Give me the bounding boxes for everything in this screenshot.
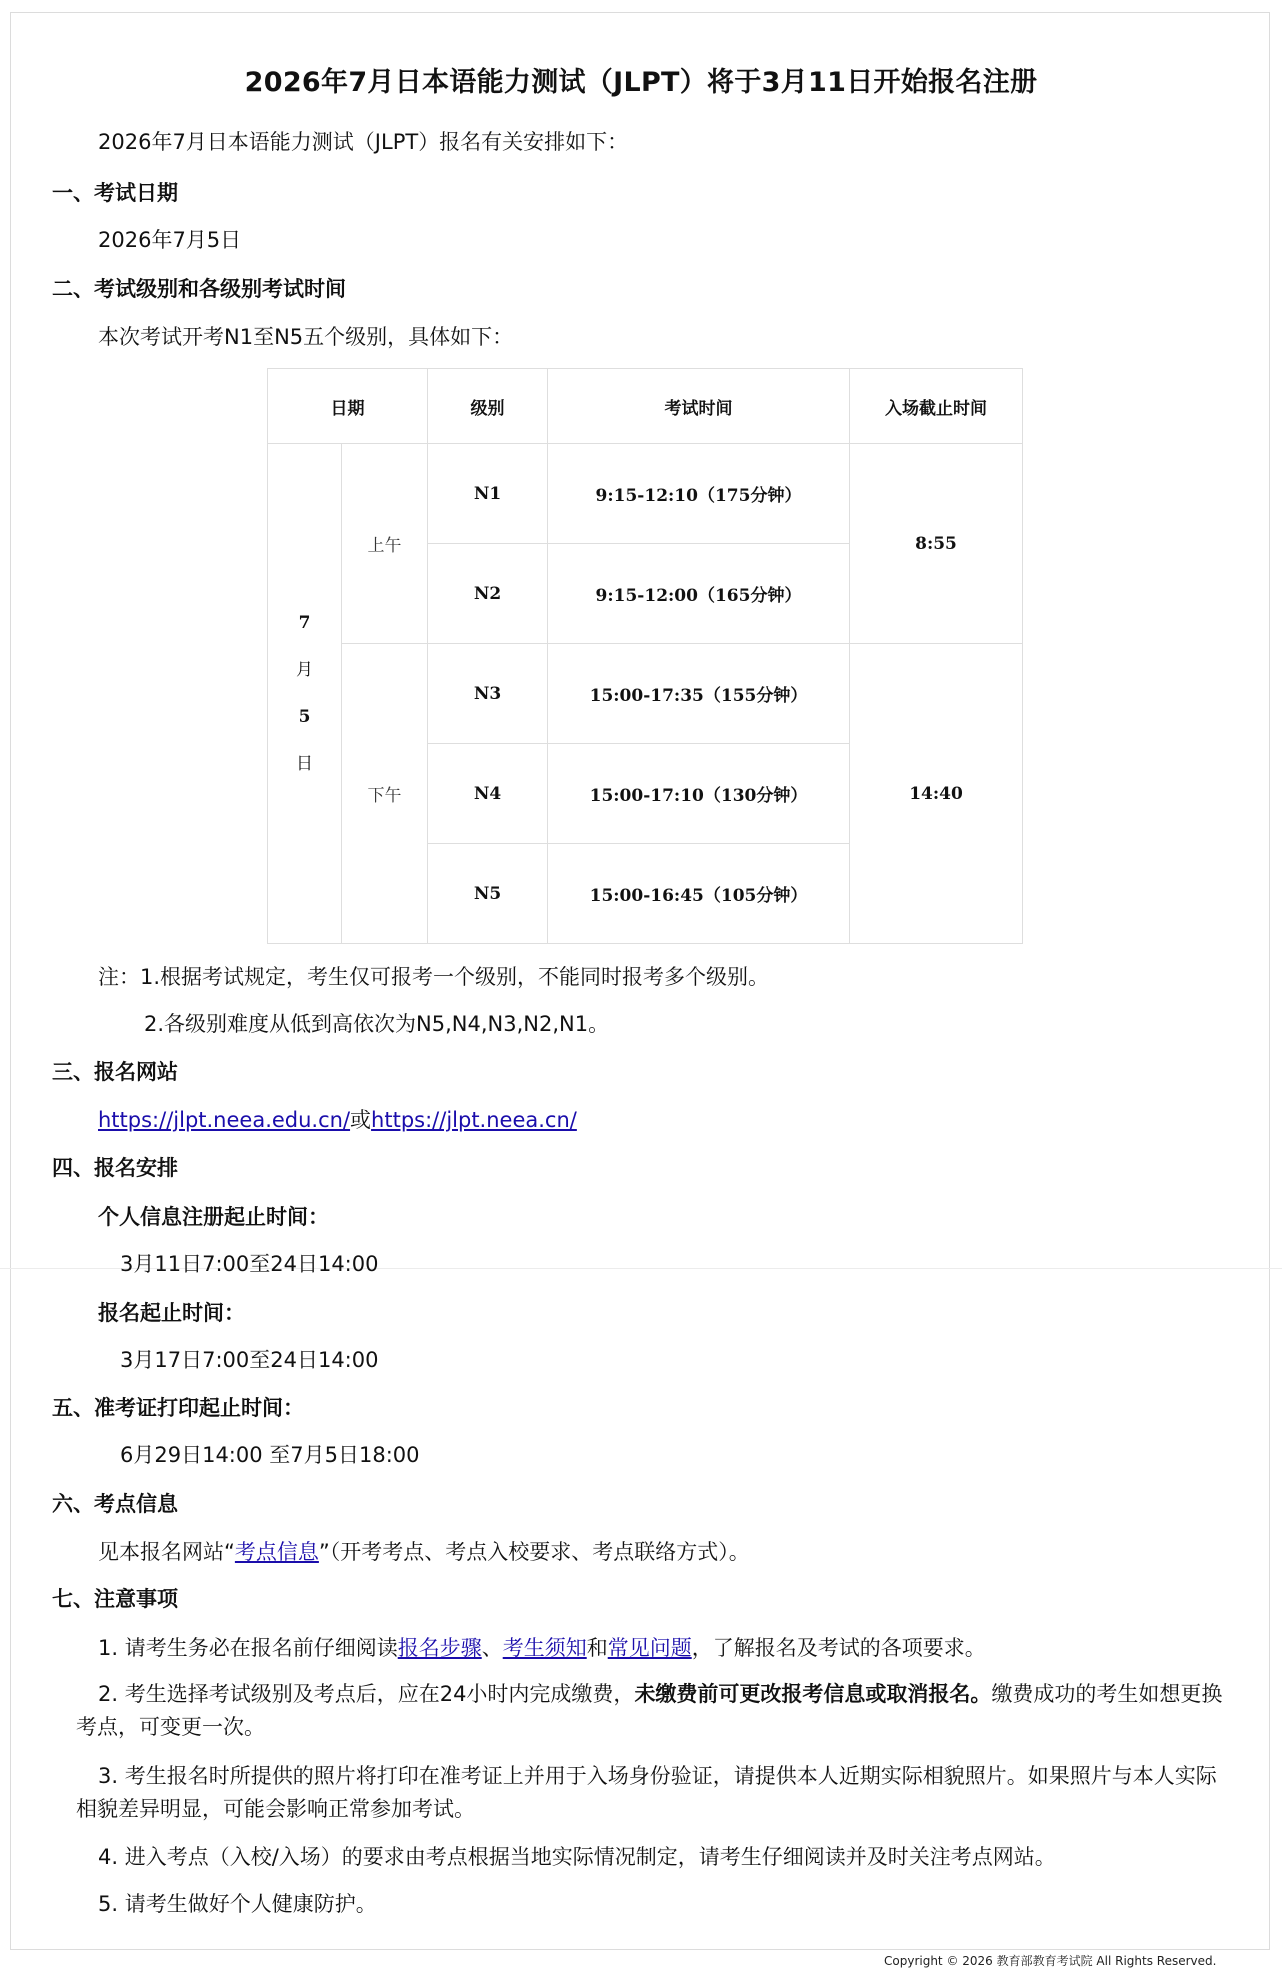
section-1-heading: 一、考试日期: [52, 181, 178, 205]
session-afternoon: 下午: [342, 644, 428, 944]
date-char: 月: [296, 659, 313, 680]
session-morning: 上午: [342, 444, 428, 644]
registration-links: [98, 1106, 577, 1134]
notice-1-pre: 1. 请考生务必在报名前仔细阅读: [98, 1636, 398, 1660]
registration-steps-link[interactable]: 报名步骤: [397, 1636, 482, 1660]
section-3-heading: 三、报名网站: [52, 1060, 178, 1084]
copyright-footer: Copyright © 2026 教育部教育考试院 All Rights Reserved.: [884, 1954, 1217, 1968]
level-cell: N3: [428, 644, 548, 744]
cutoff-afternoon: 14:40: [850, 644, 1023, 944]
test-center-pre: 见本报名网站“: [98, 1540, 235, 1564]
registration-link-primary[interactable]: https://jlpt.neea.edu.cn/: [98, 1108, 351, 1132]
notice-1-sep: 、: [481, 1636, 503, 1660]
notice-item-2: [76, 1678, 1236, 1744]
table-row: [268, 644, 1023, 744]
level-cell: N2: [428, 544, 548, 644]
registration-link-secondary[interactable]: https://jlpt.neea.cn/: [371, 1108, 577, 1132]
time-cell: 15:00-17:35（155分钟）: [548, 644, 850, 744]
registration-period-label: 报名起止时间：: [98, 1301, 245, 1325]
notice-1-post: ，了解报名及考试的各项要求。: [691, 1636, 986, 1660]
note-2: 2.各级别难度从低到高依次为N5,N4,N3,N2,N1。: [144, 1012, 610, 1036]
section-4-heading: 四、报名安排: [52, 1156, 178, 1180]
notice-2-pre: 2. 考生选择考试级别及考点后，应在24小时内完成缴费，: [98, 1682, 635, 1706]
test-center-post: ”（开考考点、考点入校要求、考点联络方式）。: [318, 1540, 750, 1564]
date-cell: [268, 444, 342, 944]
notice-item-1: [98, 1634, 986, 1662]
level-cell: N1: [428, 444, 548, 544]
notice-2-post: 缴费成功的考生如想更换考点，可变更一次。: [76, 1682, 1223, 1739]
header-level: 级别: [428, 369, 548, 444]
note-1: 注：1.根据考试规定，考生仅可报考一个级别，不能同时报考多个级别。: [98, 965, 770, 989]
faq-link[interactable]: 常见问题: [607, 1636, 692, 1660]
section-2-heading: 二、考试级别和各级别考试时间: [52, 277, 346, 301]
notice-item-3: 3. 考生报名时所提供的照片将打印在准考证上并用于入场身份验证，请提供本人近期实际相貌照片。如果照片与本人实际相貌差异明显，可能会影响正常参加考试。: [76, 1764, 1217, 1821]
cutoff-morning: 8:55: [850, 444, 1023, 644]
date-char: 7: [298, 612, 311, 633]
date-char: 日: [296, 753, 313, 774]
time-cell: 9:15-12:10（175分钟）: [548, 444, 850, 544]
exam-date-text: 2026年7月5日: [98, 228, 242, 252]
header-entry-cutoff: 入场截止时间: [850, 369, 1023, 444]
notice-item-5: 5. 请考生做好个人健康防护。: [98, 1892, 377, 1916]
time-cell: 9:15-12:00（165分钟）: [548, 544, 850, 644]
notice-1-and: 和: [586, 1636, 608, 1660]
page-title: 2026年7月日本语能力测试（JLPT）将于3月11日开始报名注册: [244, 67, 1038, 98]
or-text: 或: [350, 1108, 372, 1132]
personal-info-registration-label: 个人信息注册起止时间：: [98, 1205, 329, 1229]
test-center-info-text: [98, 1538, 750, 1566]
level-cell: N4: [428, 744, 548, 844]
admission-print-time: 6月29日14:00 至7月5日18:00: [120, 1443, 420, 1467]
candidate-notice-link[interactable]: 考生须知: [502, 1636, 587, 1660]
header-exam-time: 考试时间: [548, 369, 850, 444]
exam-schedule-table: [267, 368, 1023, 944]
levels-intro-text: 本次考试开考N1至N5五个级别，具体如下：: [98, 325, 514, 349]
table-header-row: [268, 369, 1023, 444]
section-6-heading: 六、考点信息: [52, 1492, 178, 1516]
test-center-info-link[interactable]: 考点信息: [234, 1540, 319, 1564]
date-char: 5: [298, 706, 311, 727]
section-5-heading: 五、准考证打印起止时间：: [52, 1396, 304, 1420]
section-7-heading: 七、注意事项: [52, 1587, 178, 1611]
header-date: 日期: [268, 369, 428, 444]
intro-text: 2026年7月日本语能力测试（JLPT）报名有关安排如下：: [98, 130, 629, 154]
personal-info-registration-time: 3月11日7:00至24日14:00: [120, 1252, 379, 1276]
time-cell: 15:00-16:45（105分钟）: [548, 844, 850, 944]
level-cell: N5: [428, 844, 548, 944]
time-cell: 15:00-17:10（130分钟）: [548, 744, 850, 844]
notice-item-4: 4. 进入考点（入校/入场）的要求由考点根据当地实际情况制定，请考生仔细阅读并及时关注考点网站。: [98, 1845, 1056, 1869]
table-row: [268, 444, 1023, 544]
notice-2-bold: 未缴费前可更改报考信息或取消报名。: [634, 1682, 992, 1706]
registration-period-time: 3月17日7:00至24日14:00: [120, 1348, 379, 1372]
